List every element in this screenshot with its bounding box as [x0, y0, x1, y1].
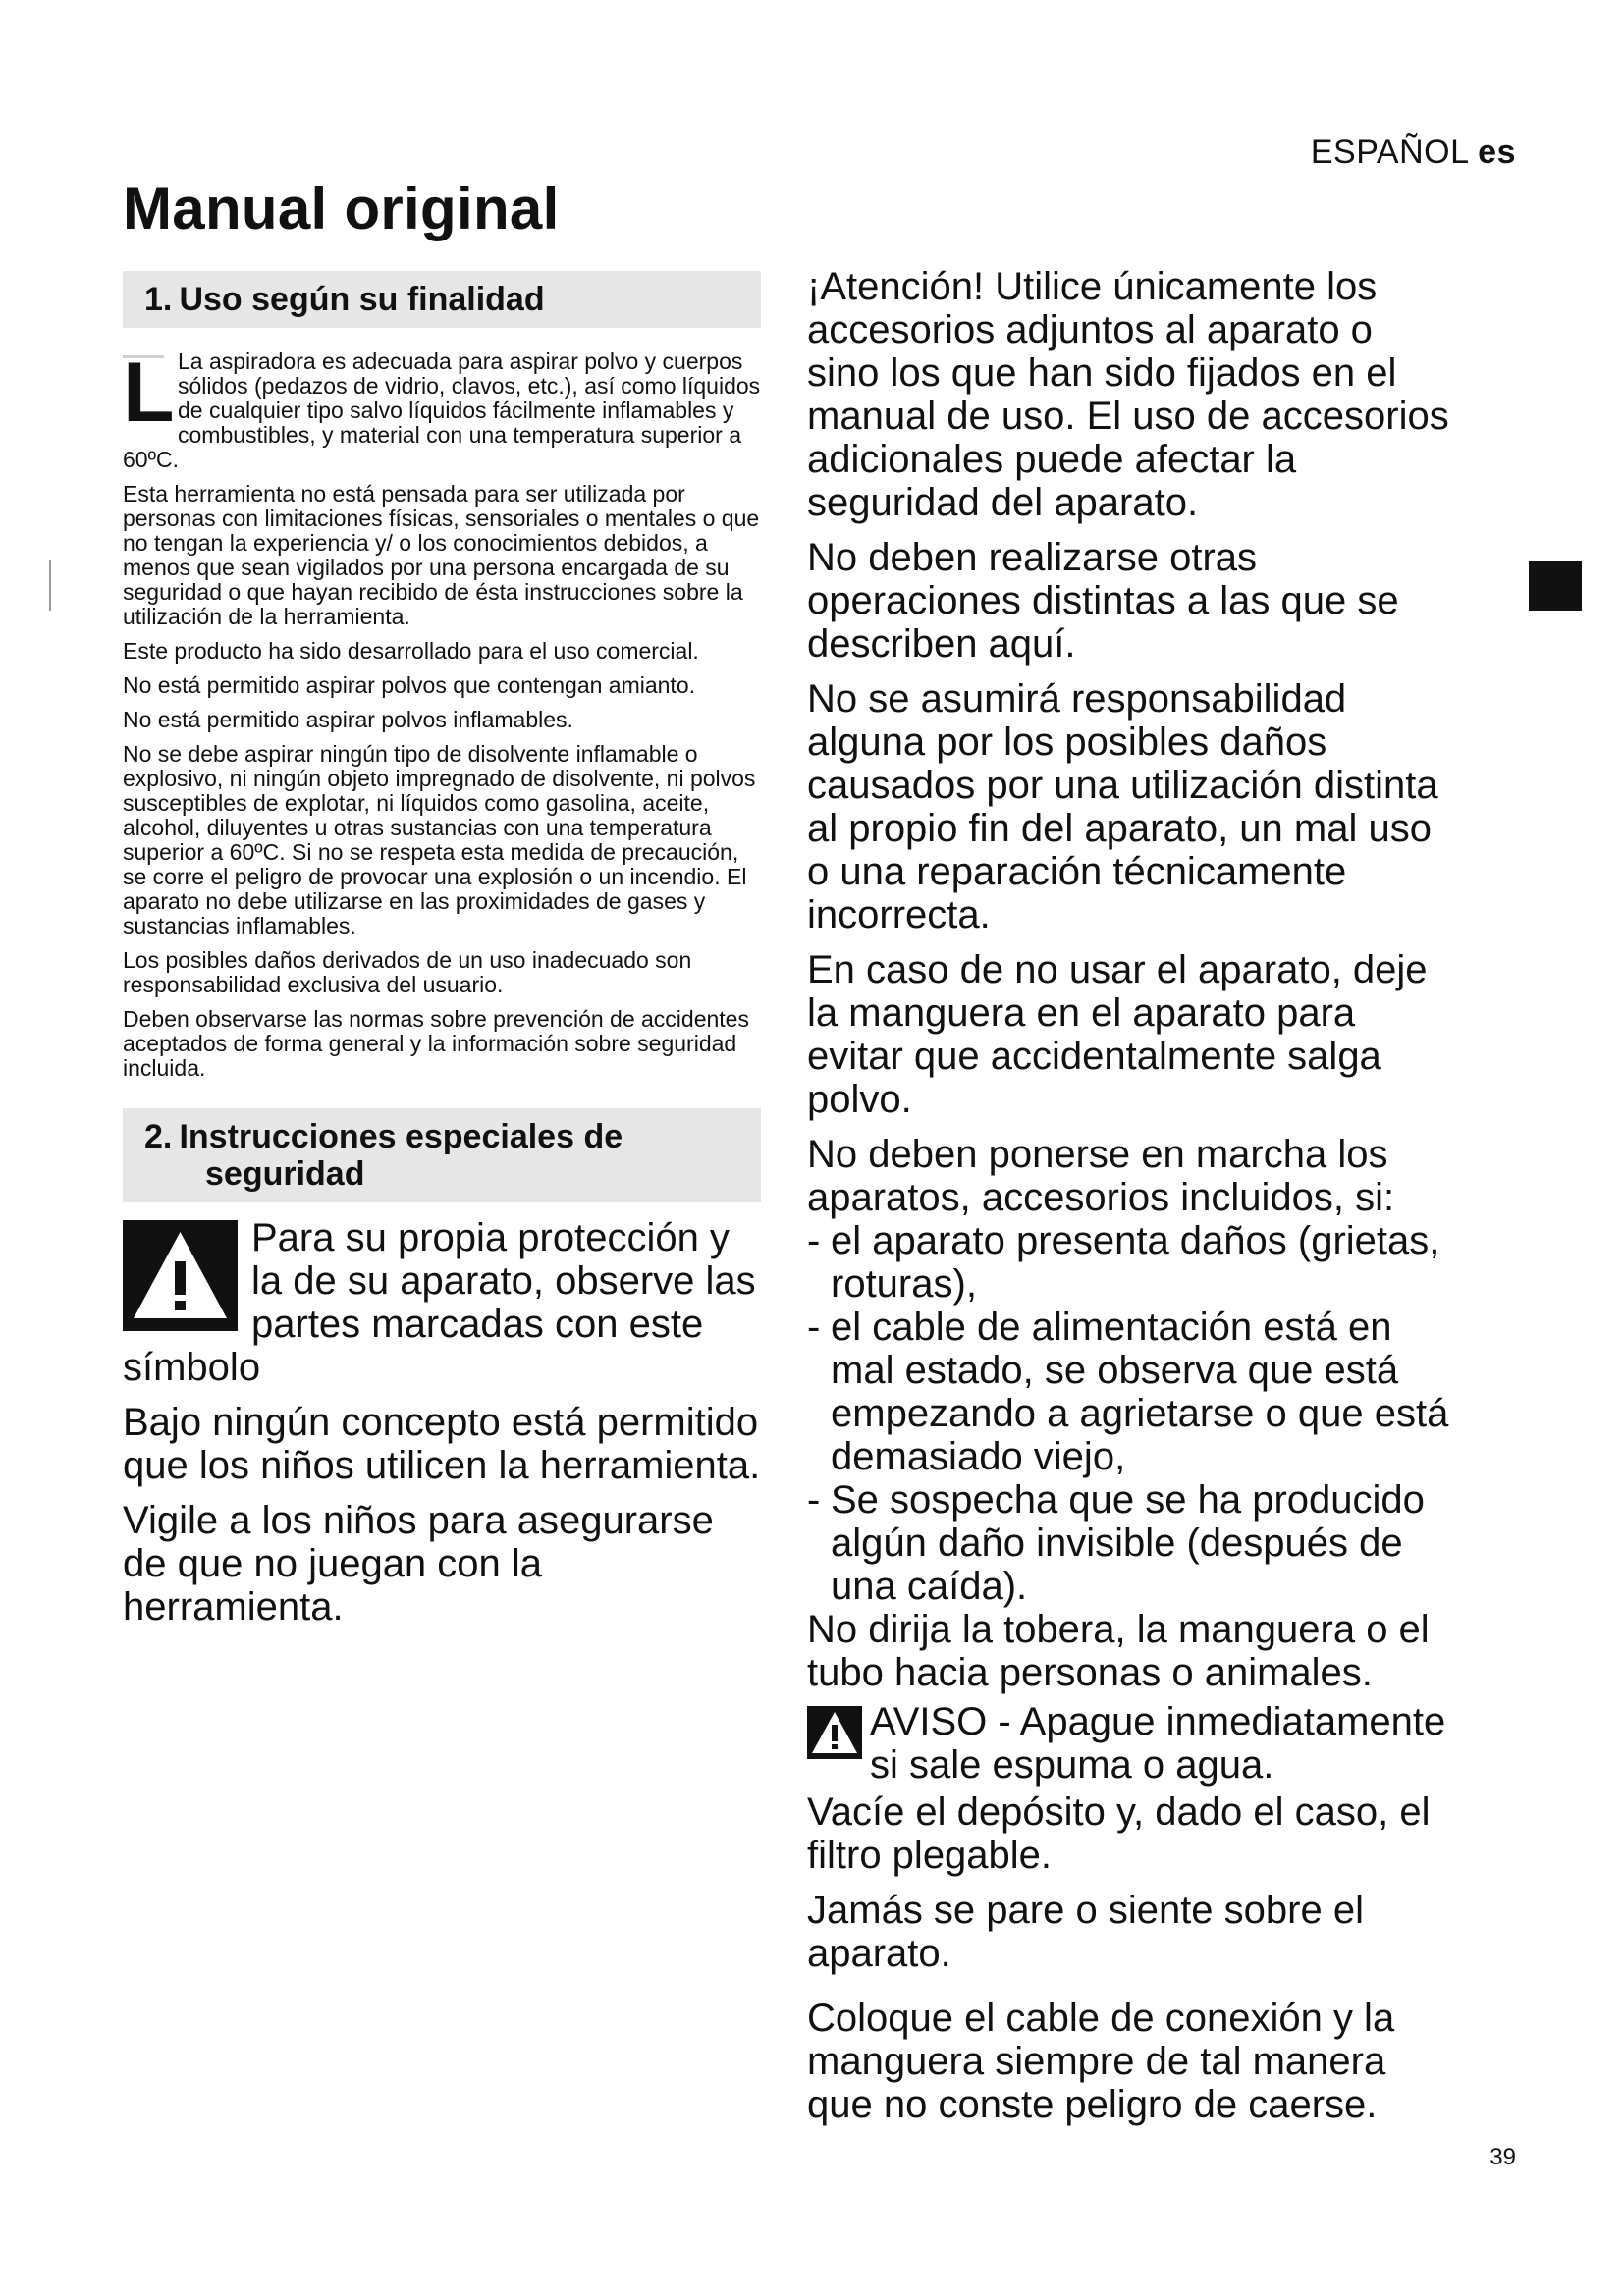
warning-symbol-note [123, 1216, 761, 1389]
paragraph-liability: Los posibles daños derivados de un uso inadecuado son responsabilidad exclusiva del usuario. [123, 947, 692, 997]
paragraph-solvents: No se debe aspirar ningún tipo de disolvente inflamable o explosivo, ni ningún objeto impregnado de disolvente, ni polvos susceptibles de explotar, ni líquidos como gasolina, aceite, alcohol, diluyentes u otras sustancias con una temperatura superior a 60ºC. Si no se respeta esta medida de precaución, se corre el peligro de provocar una explosión o un incendio. El aparato no debe utilizarse en las proximidades de gases y sustancias inflamables. [123, 741, 756, 938]
paragraph-no-liability: No se asumirá responsabilidad alguna por los posibles daños causados por una utilización distinta al propio fin del aparato, un mal uso o una reparación técnicamente incorrecta. [807, 677, 1438, 936]
right-column [807, 265, 1455, 2138]
language-code: es [1478, 133, 1516, 171]
list-dash: - [807, 1306, 821, 1349]
section-2-title-line2: seguridad [205, 1155, 365, 1193]
paragraph-flammable-dust: No está permitido aspirar polvos inflamables. [123, 707, 573, 732]
warning-triangle-icon [807, 1706, 862, 1759]
language-label: ESPAÑOL [1310, 133, 1469, 171]
paragraph-do-not-start: No deben ponerse en marcha los aparatos, accesorios incluidos, si: [807, 1133, 1395, 1219]
paragraph-do-not-stand: Jamás se pare o siente sobre el aparato. [807, 1889, 1364, 1975]
list-item: - el aparato presenta daños (grietas, roturas), [807, 1219, 1440, 1306]
paragraph-asbestos: No está permitido aspirar polvos que contengan amianto. [123, 672, 696, 698]
paragraph-nozzle-direction: No dirija la tobera, la manguera o el tubo hacia personas o animales. [807, 1608, 1430, 1694]
paragraph-empty-tank: Vacíe el depósito y, dado el caso, el filtro plegable. [807, 1790, 1431, 1877]
paragraph-cable-placement: Coloque el cable de conexión y la manguera siempre de tal manera que no conste peligro de caerse. [807, 1997, 1395, 2126]
drop-cap-letter: L [123, 346, 175, 440]
warning-triangle-icon [123, 1220, 238, 1331]
paragraph-regulations: Deben observarse las normas sobre prevención de accidentes aceptados de forma general y la información sobre seguridad incluida. [123, 1006, 749, 1081]
damage-conditions-list [807, 1219, 1455, 1608]
section-thumb-tab [1529, 561, 1582, 611]
warning-symbol-text: Para su propia protección y la de su aparato, observe las partes marcadas con este símbolo [123, 1216, 756, 1389]
paragraph-commercial: Este producto ha sido desarrollado para el uso comercial. [123, 638, 699, 664]
paragraph-intended-use: La aspiradora es adecuada para aspirar polvo y cuerpos sólidos (pedazos de vidrio, clavos, etc.), así como líquidos de cualquier tipo salvo líquidos fácilmente inflamables y combustibles, y material con una temperatura superior a 60ºC. [123, 348, 761, 472]
foam-warning [807, 1700, 1455, 1787]
foam-warning-text: AVISO - Apague inmediatamente si sale espuma o agua. [870, 1700, 1446, 1787]
list-dash: - [807, 1219, 821, 1262]
drop-cap [123, 346, 175, 440]
list-dash: - [807, 1478, 821, 1522]
paragraph-children-forbidden: Bajo ningún concepto está permitido que los niños utilicen la herramienta. [123, 1401, 761, 1487]
section-2-number: 2. [144, 1118, 173, 1155]
section-2-title-line1: Instrucciones especiales de [179, 1118, 623, 1155]
section-1-intro [123, 346, 761, 472]
section-1-number: 1. [144, 281, 173, 318]
language-header [1311, 133, 1516, 172]
left-column [123, 271, 761, 1640]
paragraph-accessories: ¡Atención! Utilice únicamente los accesorios adjuntos al aparato o sino los que han sido fijados en el manual de uso. El uso de accesorios adicionales puede afectar la seguridad del aparato. [807, 265, 1449, 524]
section-1-title: Uso según su finalidad [179, 281, 545, 318]
paragraph-operations: No deben realizarse otras operaciones distintas a las que se describen aquí. [807, 536, 1399, 666]
list-item: - Se sospecha que se ha producido algún daño invisible (después de una caída). [807, 1478, 1425, 1608]
paragraph-hose-storage: En caso de no usar el aparato, deje la manguera en el aparato para evitar que accidentalmente salga polvo. [807, 948, 1428, 1121]
section-2-heading [123, 1108, 761, 1202]
list-item: - el cable de alimentación está en mal estado, se observa que está empezando a agrietarse o que está demasiado viejo, [807, 1306, 1449, 1478]
margin-mark [49, 560, 51, 611]
page-number: 39 [1489, 2144, 1516, 2170]
section-1-heading [123, 271, 761, 328]
paragraph-limitations: Esta herramienta no está pensada para ser utilizada por personas con limitaciones físicas, sensoriales o mentales o que no tengan la experiencia y/ o los conocimientos debidos, a menos que sean vigilados por una persona encargada de su seguridad o que hayan recibido de ésta instrucciones sobre la utilización de la herramienta. [123, 481, 760, 629]
paragraph-children-supervise: Vigile a los niños para asegurarse de que no juegan con la herramienta. [123, 1499, 714, 1629]
page-title: Manual original [123, 176, 560, 241]
